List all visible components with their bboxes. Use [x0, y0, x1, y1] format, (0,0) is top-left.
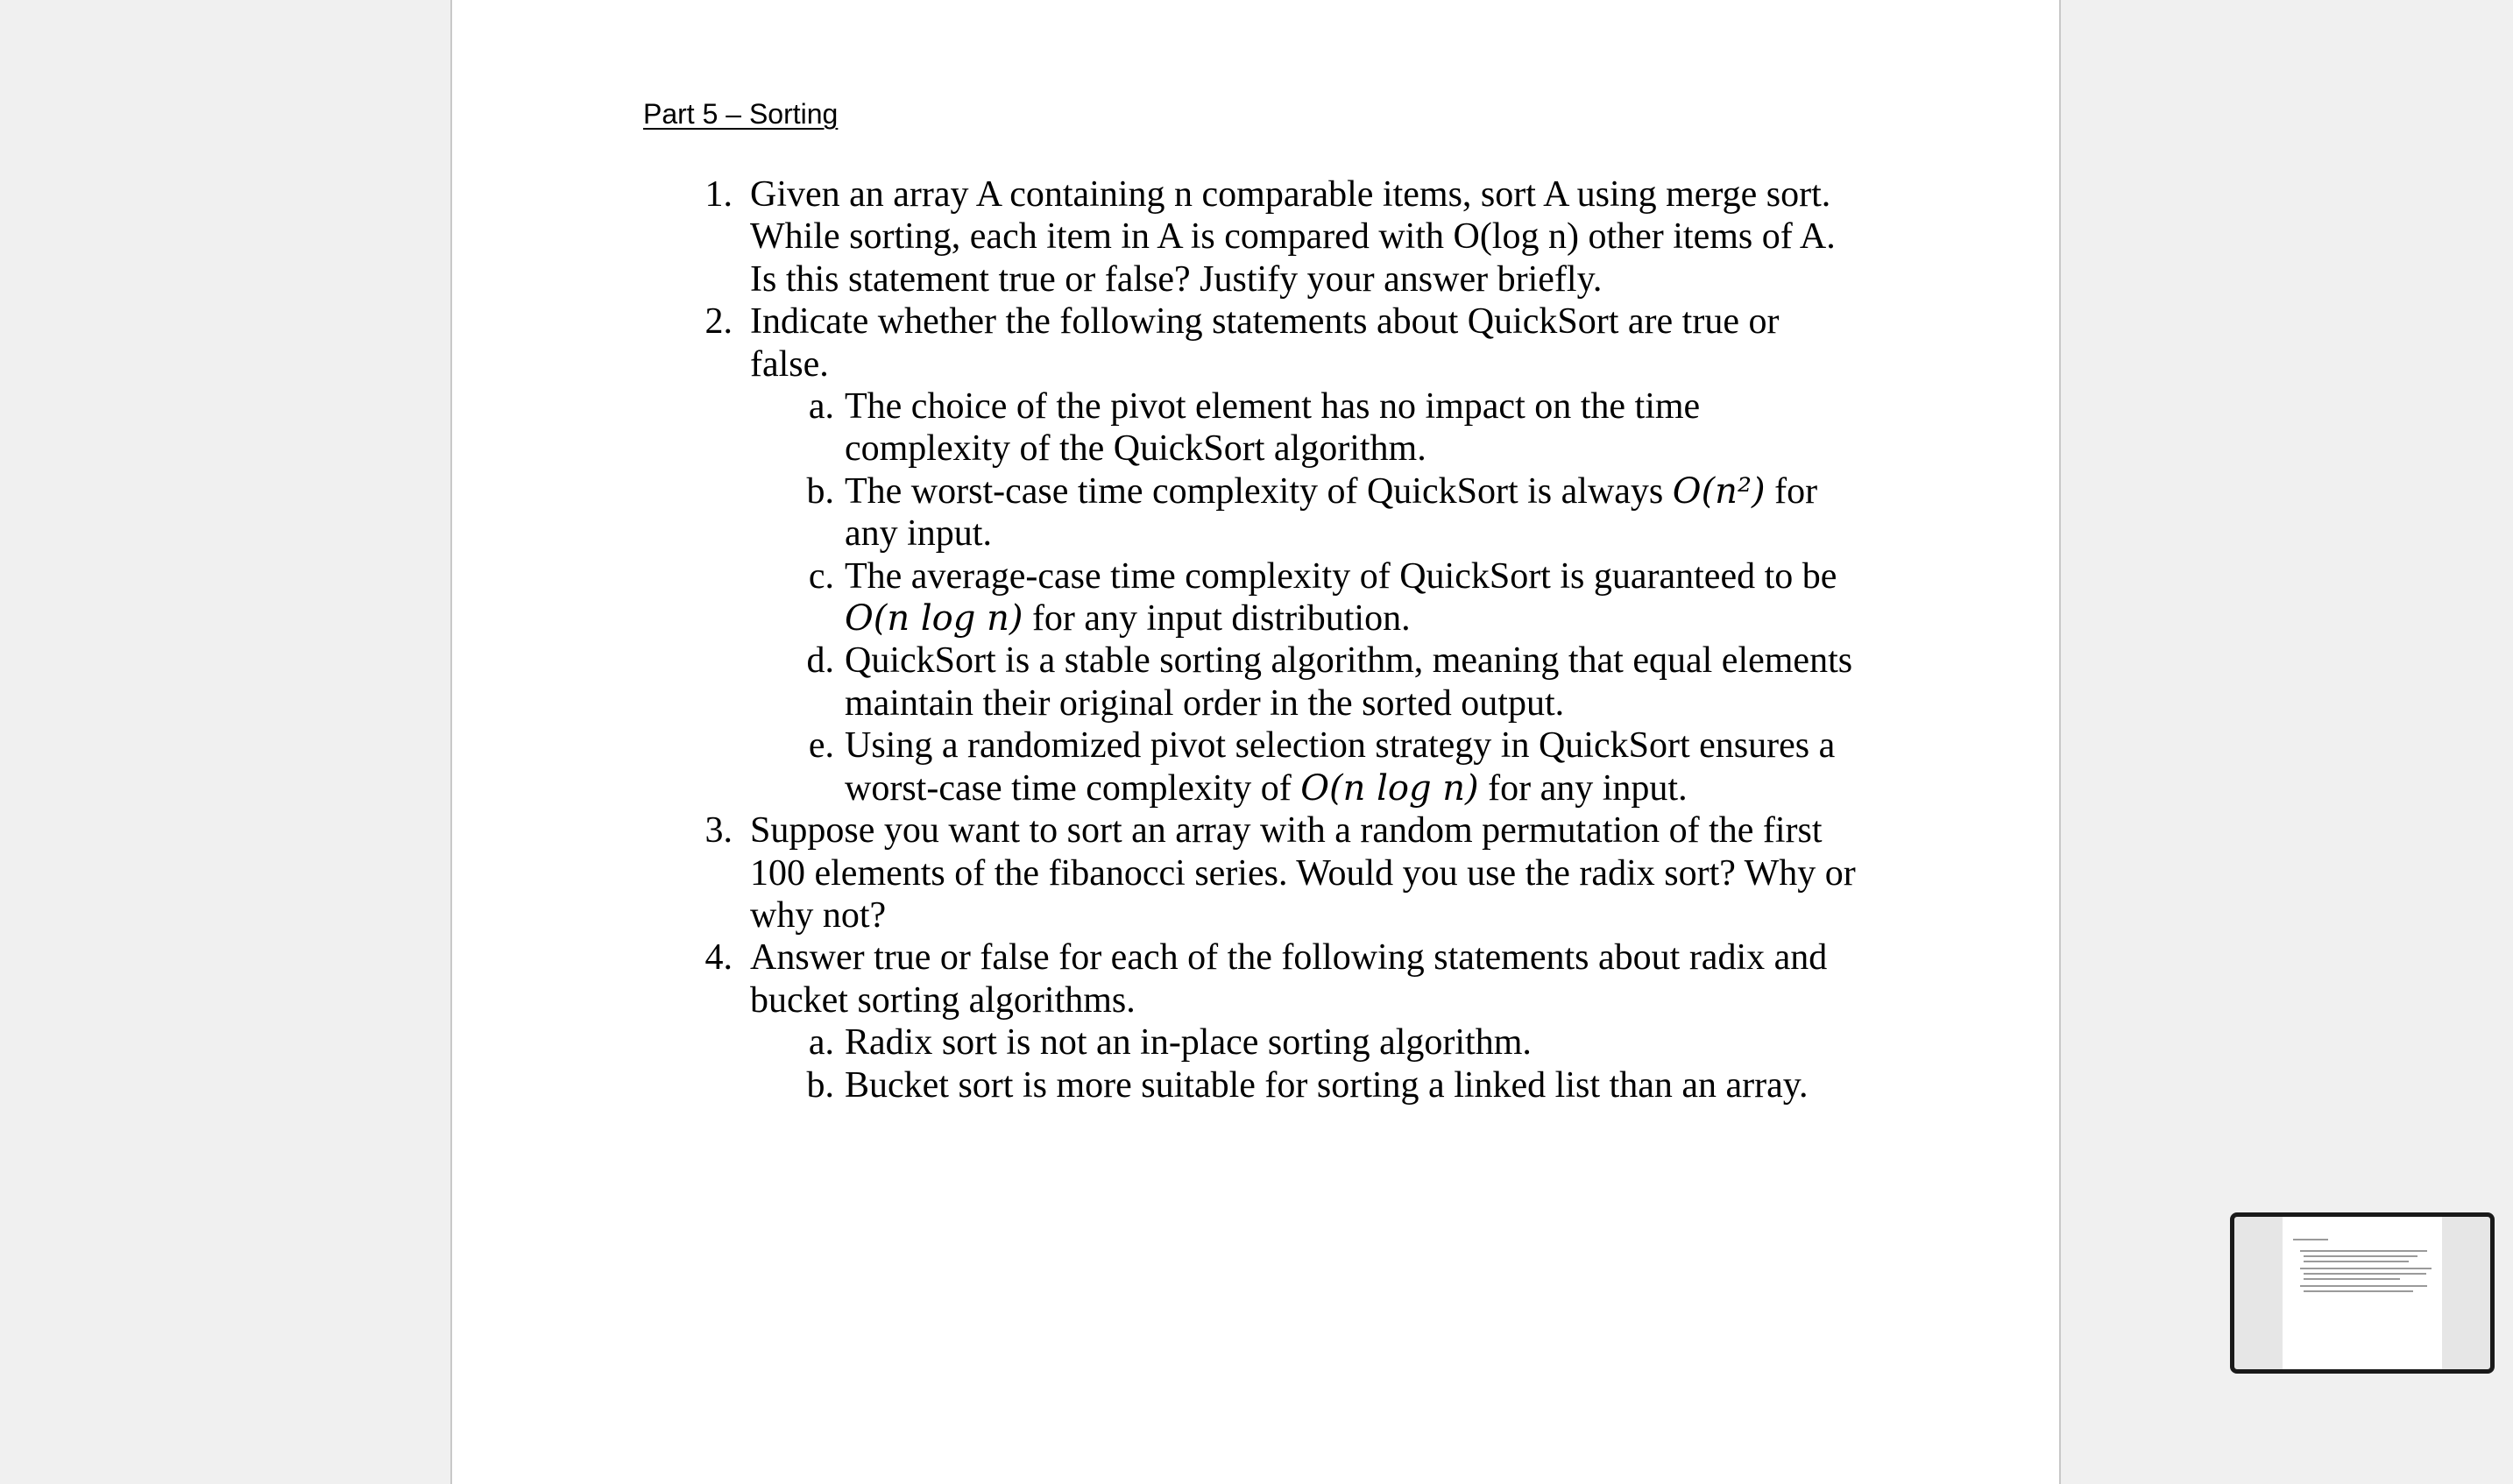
subitem-text: Bucket sort is more suitable for sorting a linked list than an array.	[845, 1064, 1809, 1106]
document-page	[450, 0, 2061, 1484]
question-1	[683, 173, 1858, 300]
question-number: 1.	[704, 174, 733, 215]
section-heading: Part 5 – Sorting	[643, 98, 839, 130]
question-text: Given an array A containing n comparable items, sort A using merge sort. While sorting, each item in A is compared with O(log n) other items of A. Is this statement true or false? Justify your answer briefly.	[750, 174, 1836, 300]
thumbnail-line	[2304, 1278, 2400, 1280]
question-2	[683, 300, 1858, 385]
question-number: 2.	[704, 301, 733, 343]
subitem-2b	[683, 470, 1858, 555]
thumbnail-line	[2304, 1261, 2409, 1262]
subitem-letter: a.	[808, 1022, 834, 1064]
subitem-text-before: Using a randomized pivot selection strategy in QuickSort ensures a worst-case time complexity of	[845, 725, 1836, 809]
subitem-text: Radix sort is not an in-place sorting algorithm.	[845, 1022, 1532, 1064]
subitem-text-before: The worst-case time complexity of QuickSort is always	[845, 470, 1664, 512]
thumbnail-line	[2304, 1255, 2417, 1257]
question-text: Answer true or false for each of the following statements about radix and bucket sorting algorithms.	[750, 937, 1828, 1021]
math-expression: O(n log n)	[845, 598, 1023, 640]
question-4-subitems	[683, 1021, 1858, 1106]
subitem-text-after: for any input.	[845, 470, 1818, 555]
thumbnail-line	[2300, 1268, 2432, 1269]
subitem-2c	[683, 555, 1858, 640]
question-number: 3.	[704, 810, 733, 852]
subitem-text-before: The average-case time complexity of QuickSort is guaranteed to be	[845, 555, 1837, 597]
subitem-2e	[683, 724, 1858, 809]
subitem-2d	[683, 640, 1858, 724]
subitem-letter: e.	[808, 725, 834, 767]
question-text: Suppose you want to sort an array with a random permutation of the first 100 elements of the fibanocci series. Would you use the radix sort? Why or why not?	[750, 810, 1856, 936]
subitem-text-after: for any input distribution.	[1031, 598, 1411, 640]
thumbnail-line	[2304, 1290, 2413, 1292]
subitem-text: QuickSort is a stable sorting algorithm, meaning that equal elements maintain their original order in the sorted output.	[845, 640, 1853, 724]
subitem-text-after: for any input.	[1488, 767, 1688, 809]
math-expression: O(n²)	[1672, 470, 1766, 512]
question-4	[683, 936, 1858, 1021]
thumbnail-line	[2304, 1273, 2426, 1275]
page-thumbnail[interactable]	[2230, 1212, 2495, 1374]
subitem-2a	[683, 385, 1858, 470]
thumbnail-page	[2283, 1217, 2442, 1374]
question-list	[683, 173, 1858, 1106]
thumbnail-line	[2300, 1285, 2427, 1287]
subitem-4a	[683, 1021, 1858, 1064]
subitem-text: The choice of the pivot element has no impact on the time complexity of the QuickSort algorithm.	[845, 386, 1701, 470]
thumbnail-line	[2300, 1250, 2427, 1252]
thumbnail-line	[2293, 1239, 2328, 1240]
question-2-subitems	[683, 385, 1858, 809]
subitem-letter: b.	[806, 1064, 834, 1106]
math-expression: O(n log n)	[1300, 767, 1479, 809]
subitem-letter: b.	[806, 470, 834, 512]
question-number: 4.	[704, 937, 733, 979]
subitem-letter: a.	[808, 386, 834, 428]
subitem-4b	[683, 1064, 1858, 1106]
subitem-letter: d.	[806, 640, 834, 682]
question-text: Indicate whether the following statements about QuickSort are true or false.	[750, 301, 1780, 385]
subitem-letter: c.	[808, 555, 834, 597]
question-3	[683, 809, 1858, 936]
